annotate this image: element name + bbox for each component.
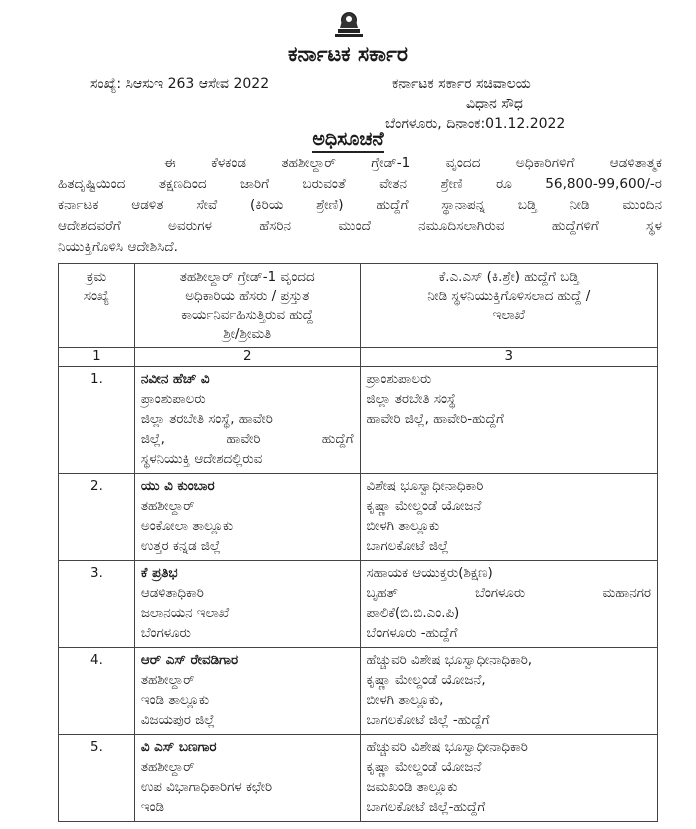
- header-officer: ತಹಶೀಲ್ದಾರ್ ಗ್ರೇಡ್-1 ವೃಂದದ ಅಧಿಕಾರಿಯ ಹೆಸರು / ಪ್ರಸ್ತುತ ಕಾರ್ಯನಿರ್ವಹಿಸುತ್ತಿರುವ ಹುದ್ದೆ ಶ್ರೀ/ಶ್ರೀಮತಿ: [134, 264, 360, 348]
- serial-number: 4.: [59, 648, 135, 735]
- officer-cell: ಯು ವಿ ಕುಂಬಾರ ತಹಶೀಲ್ದಾರ್ ಅಂಕೋಲಾ ತಾಲ್ಲೂಕು ಉತ್ತರ ಕನ್ನಡ ಜಿಲ್ಲೆ: [134, 474, 360, 561]
- table-row: [59, 648, 658, 735]
- notification-heading: ಅಧಿಸೂಚನೆ: [0, 128, 696, 150]
- officer-name: ಆರ್ ಎಸ್ ರೇವಡಿಗಾರ: [140, 653, 239, 668]
- posting-cell: ಹೆಚ್ಚುವರಿ ವಿಶೇಷ ಭೂಸ್ವಾಧೀನಾಧಿಕಾರಿ, ಕೃಷ್ಣಾ ಮೇಲ್ದಂಡೆ ಯೋಜನೆ, ಬೀಳಗಿ ತಾಲ್ಲೂಕು, ಬಾಗಲಕೋಟೆ ಜಿಲ್ಲೆ -ಹುದ್ದೆಗೆ: [360, 648, 657, 735]
- posting-cell: ಪ್ರಾಂಶುಪಾಲರು ಜಿಲ್ಲಾ ತರಬೇತಿ ಸಂಸ್ಥೆ ಹಾವೇರಿ ಜಿಲ್ಲೆ, ಹಾವೇರಿ-ಹುದ್ದೆಗೆ: [360, 367, 657, 474]
- column-number: 1: [59, 348, 135, 367]
- state-emblem-icon: [330, 8, 368, 38]
- officer-cell: ನವೀನ ಹೆಚ್ ವಿ ಪ್ರಾಂಶುಪಾಲರು ಜಿಲ್ಲಾ ತರಬೇತಿ ಸಂಸ್ಥೆ, ಹಾವೇರಿ ಜಿಲ್ಲೆ, ಹಾವೇರಿ ಹುದ್ದೆಗೆ ಸ್ಥಳನಿಯುಕ್ತಿ ಆದೇಶದಲ್ಲಿರುವ: [134, 367, 360, 474]
- body-line: ಕರ್ನಾಟಕ ಆಡಳಿತ ಸೇವೆ (ಕಿರಿಯ ಶ್ರೇಣಿ) ಹುದ್ದೆಗೆ ಸ್ಥಾನಾಪನ್ನ ಬಡ್ತಿ ನೀಡಿ ಮುಂದಿನ: [58, 197, 662, 213]
- table-header-row: [59, 264, 658, 348]
- posting-cell: ಹೆಚ್ಚುವರಿ ವಿಶೇಷ ಭೂಸ್ವಾಧೀನಾಧಿಕಾರಿ ಕೃಷ್ಣಾ ಮೇಲ್ದಂಡೆ ಯೋಜನೆ ಜಮಖಂಡಿ ತಾಲ್ಲೂಕು ಬಾಗಲಕೋಟೆ ಜಿಲ್ಲೆ-ಹುದ್ದೆಗೆ: [360, 735, 657, 822]
- posting-table: [58, 263, 658, 822]
- table-row: [59, 474, 658, 561]
- place-date: ಬೆಂಗಳೂರು, ದಿನಾಂಕ:01.12.2022: [385, 116, 566, 132]
- body-line: ನಿಯುಕ್ತಿಗೊಳಿಸಿ ಆದೇಶಿಸಿದೆ.: [58, 239, 179, 255]
- officer-name: ಯು ವಿ ಕುಂಬಾರ: [140, 479, 215, 494]
- column-number-row: [59, 348, 658, 367]
- body-line: ಈ ಕೆಳಕಂಡ ತಹಶೀಲ್ದಾರ್ ಗ್ರೇಡ್-1 ವೃಂದದ ಅಧಿಕಾರಿಗಳಿಗೆ ಆಡಳಿತಾತ್ಮಕ: [164, 155, 662, 171]
- posting-cell: ಸಹಾಯಕ ಆಯುಕ್ತರು(ಶಿಕ್ಷಣ) ಬೃಹತ್ ಬೆಂಗಳೂರು ಮಹಾನಗರ ಪಾಲಿಕೆ(ಬಿ.ಬಿ.ಎಂ.ಪಿ) ಬೆಂಗಳೂರು -ಹುದ್ದೆಗೆ: [360, 561, 657, 648]
- column-number: 2: [134, 348, 360, 367]
- officer-cell: ಕೆ ಪ್ರತಿಭ ಆಡಳಿತಾಧಿಕಾರಿ ಜಲಾನಯನ ಇಲಾಖೆ ಬೆಂಗಳೂರು: [134, 561, 360, 648]
- body-line: ಹಿತದೃಷ್ಟಿಯಿಂದ ತಕ್ಷಣದಿಂದ ಜಾರಿಗೆ ಬರುವಂತೆ ವೇತನ ಶ್ರೇಣಿ ರೂ 56,800-99,600/-ರ: [58, 176, 662, 192]
- serial-number: 3.: [59, 561, 135, 648]
- officer-name: ಕೆ ಪ್ರತಿಭ: [140, 566, 178, 581]
- officer-name: ನವೀನ ಹೆಚ್ ವಿ: [140, 372, 210, 387]
- officer-cell: ಆರ್ ಎಸ್ ರೇವಡಿಗಾರ ತಹಶೀಲ್ದಾರ್ ಇಂಡಿ ತಾಲ್ಲೂಕು ವಿಜಯಪುರ ಜಿಲ್ಲೆ: [134, 648, 360, 735]
- office-line-1: ಕರ್ನಾಟಕ ಸರ್ಕಾರ ಸಚಿವಾಲಯ: [392, 76, 531, 92]
- officer-name: ವಿ ಎಸ್ ಬಣಗಾರ: [140, 740, 217, 755]
- serial-number: 5.: [59, 735, 135, 822]
- table-row: [59, 735, 658, 822]
- serial-number: 2.: [59, 474, 135, 561]
- office-line-2: ವಿಧಾನ ಸೌಧ: [466, 96, 523, 112]
- header-posting: ಕೆ.ಎ.ಎಸ್ (ಕಿ.ಶ್ರೇ) ಹುದ್ದೆಗೆ ಬಡ್ತಿ ನೀಡಿ ಸ್ಥಳನಿಯುಕ್ತಿಗೊಳಿಸಲಾದ ಹುದ್ದೆ / ಇಲಾಖೆ: [360, 264, 657, 348]
- table-row: [59, 561, 658, 648]
- government-title: ಕರ್ನಾಟಕ ಸರ್ಕಾರ: [288, 42, 408, 66]
- body-line: ಆದೇಶದವರೆಗೆ ಅವರುಗಳ ಹೆಸರಿನ ಮುಂದೆ ನಮೂದಿಸಲಾಗಿರುವ ಹುದ್ದೆಗಳಿಗೆ ಸ್ಥಳ: [58, 218, 662, 234]
- posting-cell: ವಿಶೇಷ ಭೂಸ್ವಾಧೀನಾಧಿಕಾರಿ ಕೃಷ್ಣಾ ಮೇಲ್ದಂಡೆ ಯೋಜನೆ ಬೀಳಗಿ ತಾಲ್ಲೂಕು ಬಾಗಲಕೋಟೆ ಜಿಲ್ಲೆ: [360, 474, 657, 561]
- serial-number: 1.: [59, 367, 135, 474]
- reference-number: ಸಂಖ್ಯೆ: ಸಿಆಸುಇ 263 ಆಸೇವ 2022: [90, 76, 270, 92]
- table-row: [59, 367, 658, 474]
- notification-body: [58, 153, 662, 258]
- column-number: 3: [360, 348, 657, 367]
- officer-cell: ವಿ ಎಸ್ ಬಣಗಾರ ತಹಶೀಲ್ದಾರ್ ಉಪ ವಿಭಾಗಾಧಿಕಾರಿಗಳ ಕಛೇರಿ ಇಂಡಿ: [134, 735, 360, 822]
- header-serial: ಕ್ರಮ ಸಂಖ್ಯೆ: [59, 264, 135, 348]
